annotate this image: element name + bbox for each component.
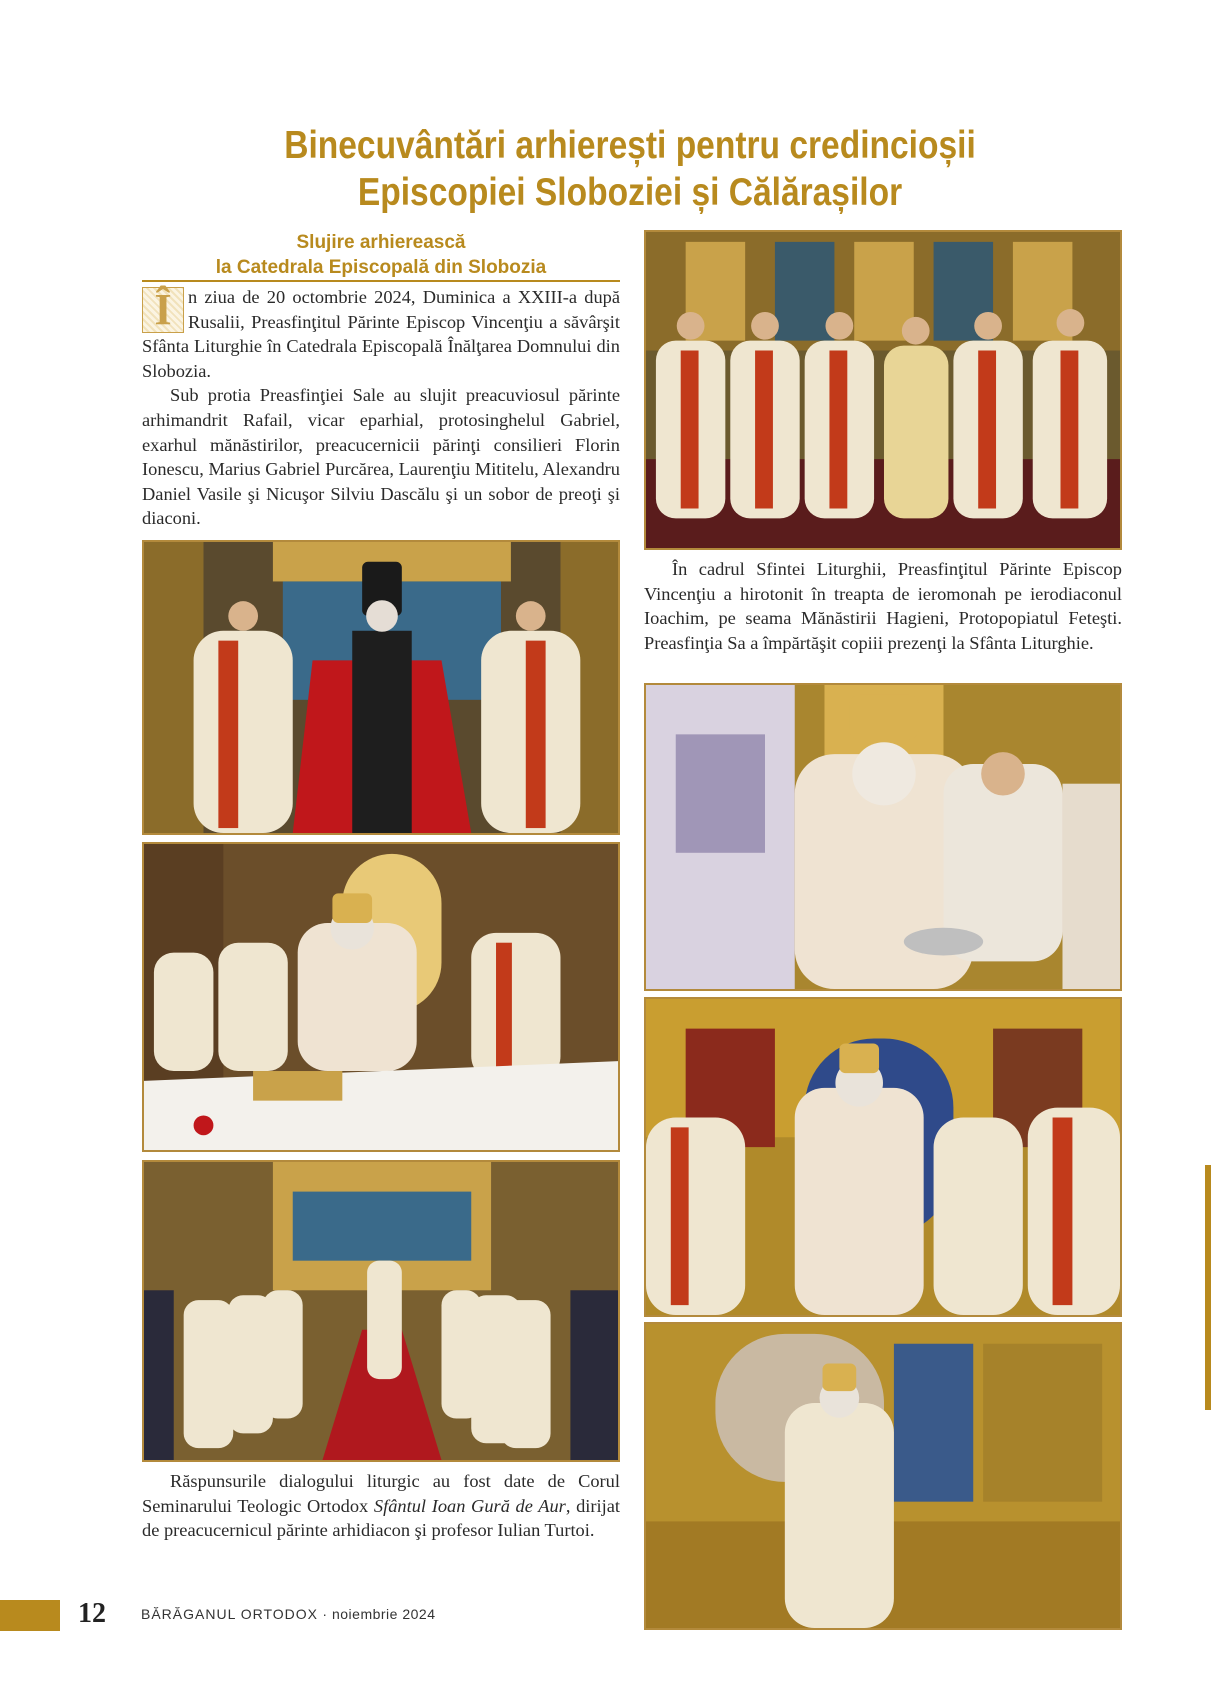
article-ordination	[644, 557, 1122, 655]
photo-bishop-red-mantle	[142, 540, 620, 835]
side-edge-mark	[1205, 1165, 1211, 1410]
photo-bishop-sermon	[644, 1322, 1122, 1630]
article-choir	[142, 1469, 620, 1543]
paragraph-2: Sub protia Preasfinţiei Sale au slujit preacuviosul părinte arhimandrit Rafail, vicar eparhial, protosinghelul Gabriel, exarhul mănăstirilor, preacucernicii părinţi consilieri Florin Ionescu, Marius Gabriel Purcărea, Laurenţiu Mititelu, Alexandru Daniel Vasile şi Nicuşor Silviu Dascălu şi un sobor de preoţi şi diaconi.	[142, 385, 620, 529]
photo-altar-table	[142, 842, 620, 1152]
page-number: 12	[78, 1598, 106, 1629]
footer-separator: ·	[318, 1606, 332, 1622]
paragraph-4-text: Răspunsurile dialogului liturgic au fost date de Corul Seminarului Teologic Ortodox	[142, 1471, 620, 1516]
subtitle-line-2: la Catedrala Episcopală din Slobozia	[215, 257, 547, 278]
footer-accent-bar	[0, 1600, 60, 1631]
photo-bishop-blessing	[644, 997, 1122, 1317]
paragraph-4-end: , dirijat de preacucernicul părinte arhidiacon şi profesor Iulian Turtoi.	[142, 1495, 621, 1541]
subtitle-line-1: Slujire arhierească	[296, 232, 466, 253]
title-line-2: Episcopiei Sloboziei și Călărașilor	[357, 171, 903, 214]
choir-name: Sfântul Ioan Gură de Aur	[373, 1495, 566, 1516]
footer-publication	[141, 1606, 435, 1622]
paragraph-4	[142, 1469, 620, 1543]
photo-hand-washing	[644, 683, 1122, 991]
section-subtitle	[142, 230, 620, 280]
photo-clergy-group	[644, 230, 1122, 550]
photo-procession	[142, 1160, 620, 1462]
page-title	[200, 122, 1060, 216]
paragraph-3: În cadrul Sfintei Liturghii, Preasfinţitul Părinte Episcop Vincenţiu a hirotonit în treapta de ieromonah pe ierodiaconul Ioachim, pe seama Mănăstirii Hagieni, Protopopiatul Feteşti. Preasfinţia Sa a împărtăşit copiii prezenţi la Sfânta Liturghie.	[644, 559, 1122, 653]
dropcap: Î	[142, 287, 184, 333]
article-intro	[142, 285, 620, 531]
subtitle-rule	[142, 280, 620, 282]
publication-name: BĂRĂGANUL ORTODOX	[141, 1606, 319, 1622]
title-line-1: Binecuvântări arhierești pentru credincioșii	[284, 124, 976, 167]
paragraph-1	[142, 285, 620, 383]
issue-date: noiembrie 2024	[331, 1606, 436, 1622]
paragraph-1-text: n ziua de 20 octombrie 2024, Duminica a XXIII-a după Rusalii, Preasfinţitul Părinte Episcop Vincenţiu a săvârşit Sfânta Liturghie în Catedrala Episcopală Înălţarea Domnului din Slobozia.	[142, 287, 620, 381]
